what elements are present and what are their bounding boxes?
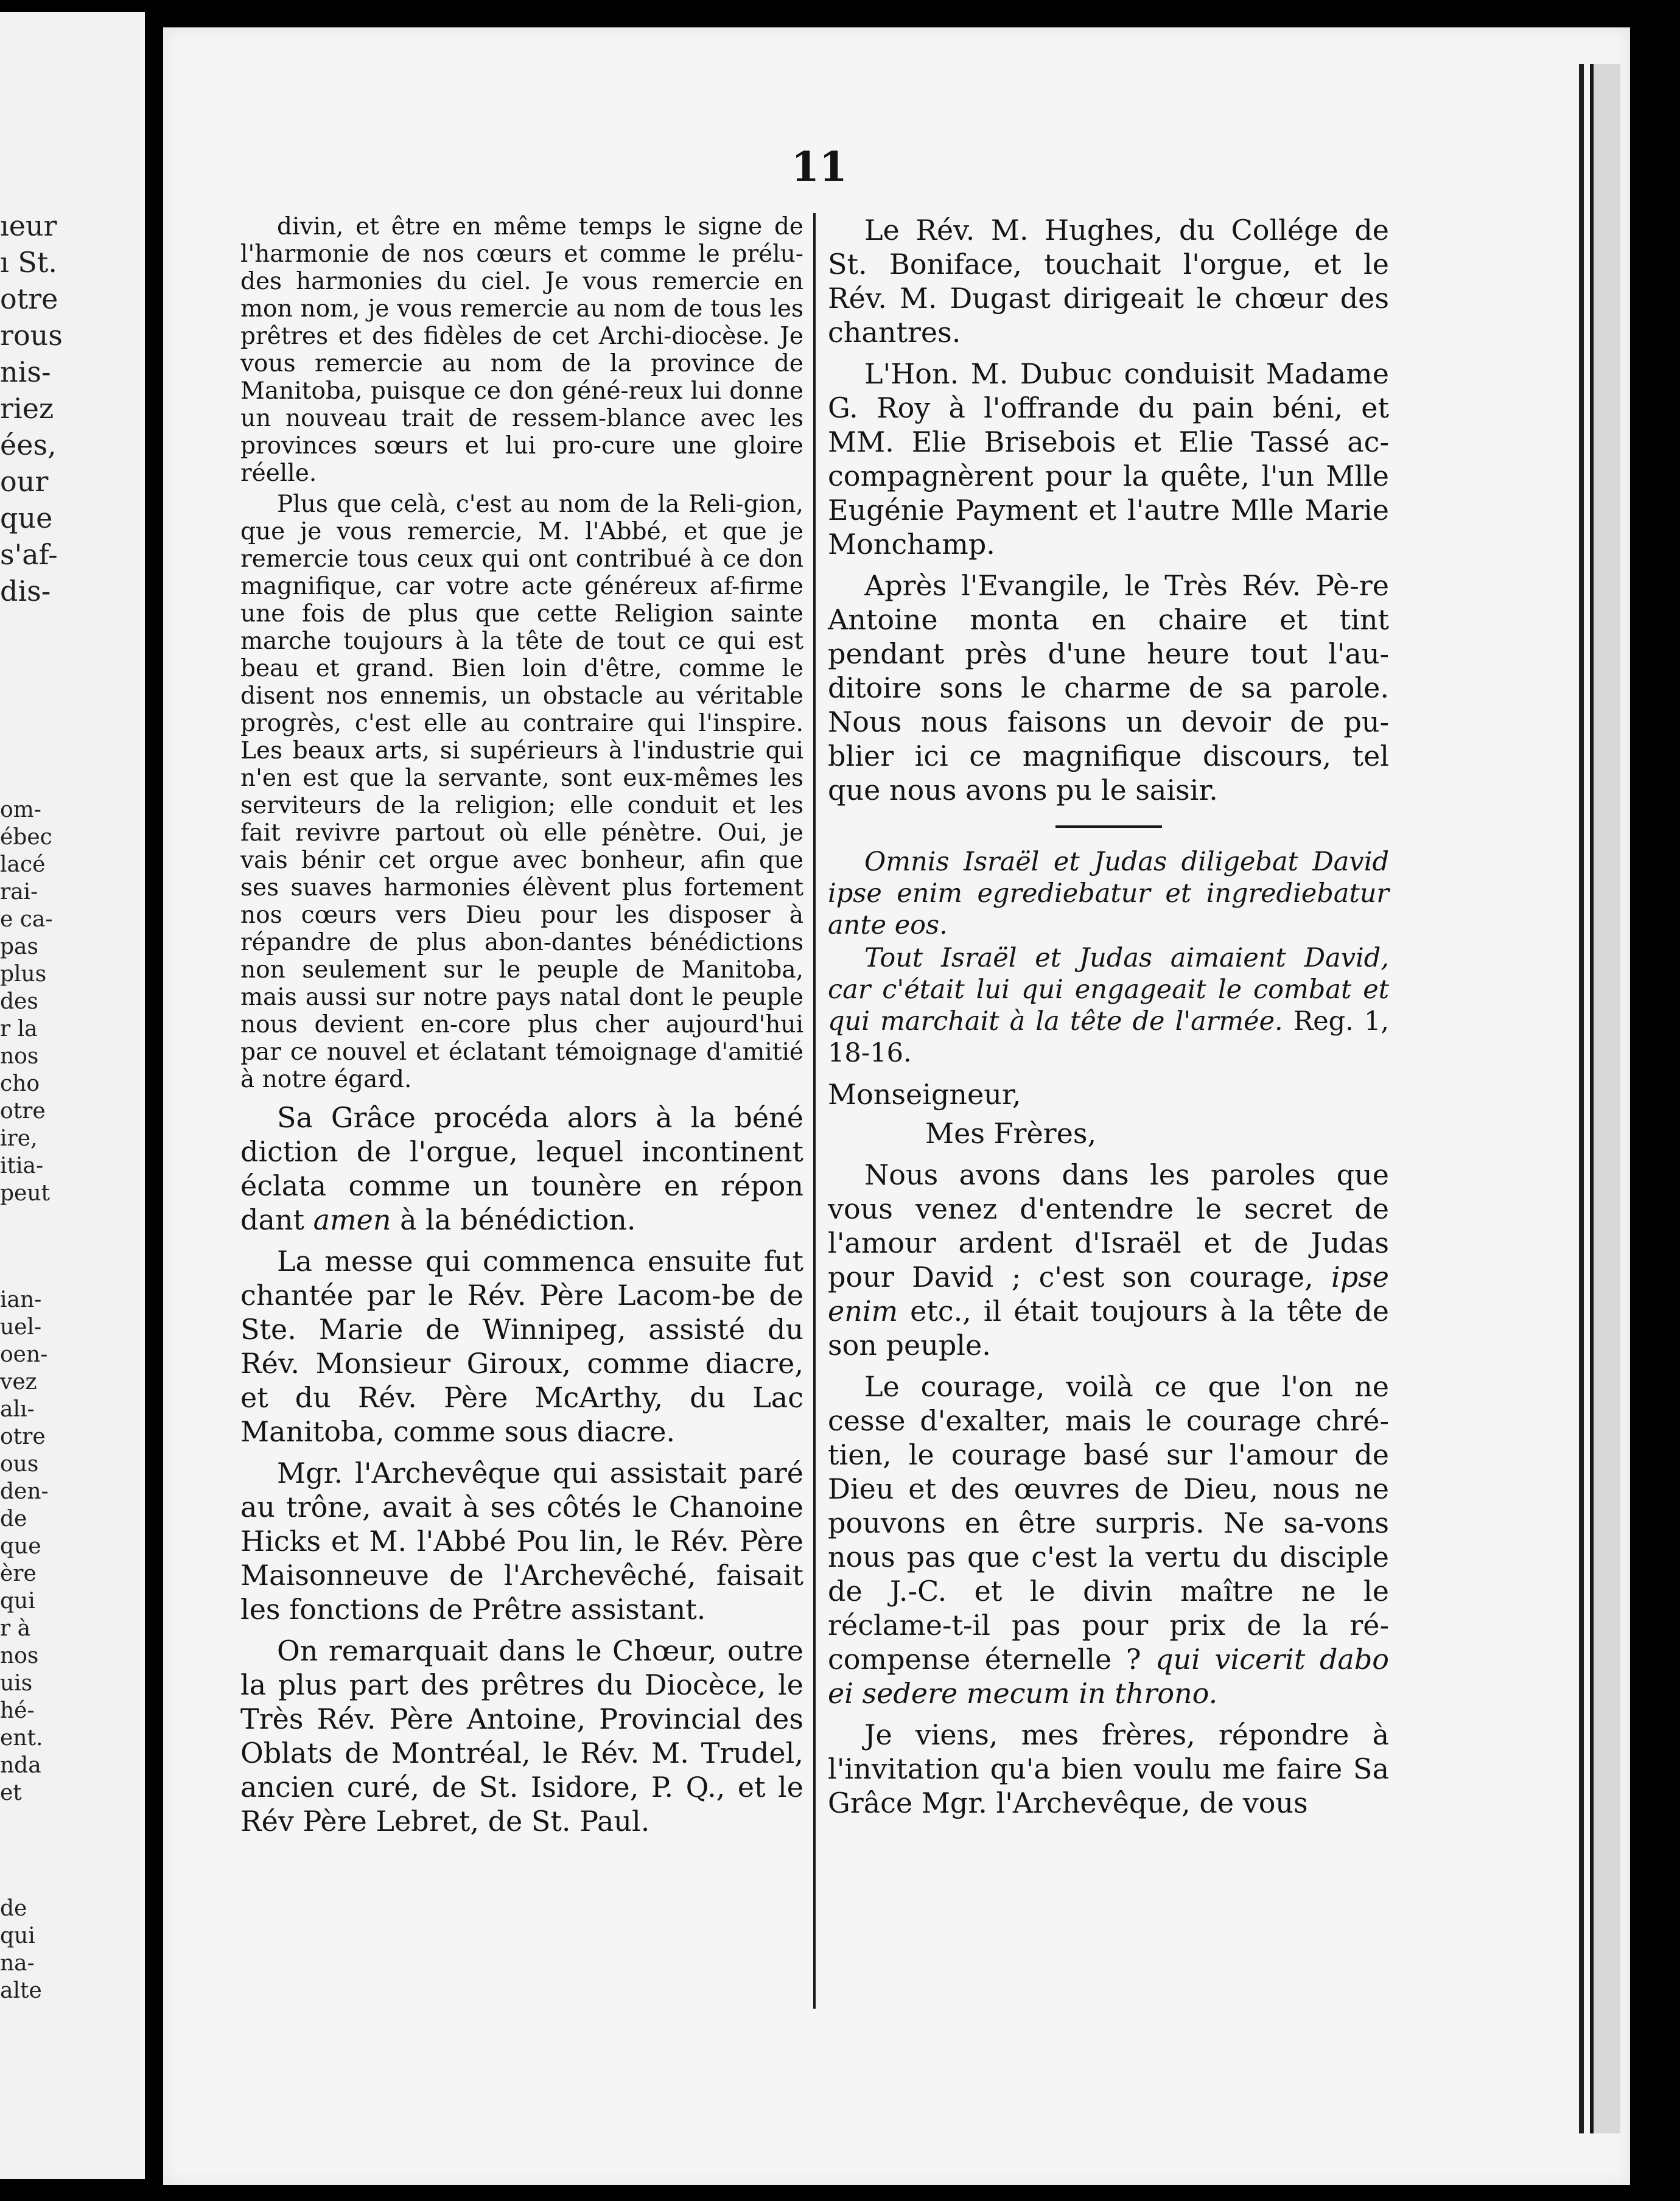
previous-page-text-fragment: ébec bbox=[0, 825, 52, 850]
previous-page-text-fragment: qui bbox=[0, 1589, 35, 1614]
scripture-reference: Reg. 1, 18-16. bbox=[828, 1006, 1389, 1068]
previous-page-text-fragment: ıeur bbox=[0, 209, 57, 242]
previous-page-text-fragment: de bbox=[0, 1896, 27, 1921]
latin-epigraph: Omnis Israël et Judas diligebat David ipse enim egrediebatur et ingrediebatur ante eos. bbox=[828, 847, 1389, 940]
left-column bbox=[240, 213, 803, 1838]
salutation-freres: Mes Frères, bbox=[925, 1117, 1097, 1150]
book-gutter bbox=[145, 0, 163, 2201]
paragraph-archeveque: Mgr. l'Archevêque qui assistait paré au trône, avait à ses côtés le Chanoine Hicks et M. l'Abbé Pou lin, le Rév. Père Maisonneuve de l'Archevêché, faisait les fonctions de Prêtre assistant. bbox=[240, 1457, 803, 1626]
previous-page-text-fragment: riez bbox=[0, 392, 54, 425]
previous-page-text-fragment: rous bbox=[0, 319, 63, 352]
previous-page-text-fragment: hé- bbox=[0, 1698, 35, 1723]
previous-page-text-fragment: peut bbox=[0, 1181, 51, 1206]
previous-page-text-fragment: e ca- bbox=[0, 907, 53, 932]
previous-page-text-fragment: oen- bbox=[0, 1342, 48, 1367]
french-epigraph: Tout Israël et Judas aimaient David, car c'était lui qui engageait le combat et qui marchait à la tête de l'armée. Reg. 1, 18-16. bbox=[828, 943, 1389, 1068]
speech-excerpt bbox=[240, 213, 803, 1093]
previous-page-text-fragment: ı St. bbox=[0, 246, 57, 279]
previous-page-text-fragment: r la bbox=[0, 1017, 38, 1041]
previous-page-text-fragment: om- bbox=[0, 797, 41, 822]
previous-page-text-fragment: den- bbox=[0, 1479, 49, 1504]
previous-page-text-fragment: dis- bbox=[0, 575, 51, 607]
previous-page-text-fragment: uel- bbox=[0, 1315, 42, 1340]
previous-page-text-fragment: r à bbox=[0, 1616, 31, 1641]
previous-page-text-fragment: our bbox=[0, 465, 49, 498]
previous-page-text-fragment: ire, bbox=[0, 1126, 38, 1151]
previous-page-text-fragment: nda bbox=[0, 1753, 41, 1778]
previous-page-text-fragment: ous bbox=[0, 1452, 39, 1477]
paragraph-offrande: L'Hon. M. Dubuc conduisit Madame G. Roy à l'offrande du pain béni, et MM. Elie Brisebois et Elie Tassé ac-compagnèrent pour la quête, l'un Mlle Eugénie Payment et l'autre Mlle Marie Monchamp. bbox=[828, 357, 1389, 561]
right-column bbox=[828, 213, 1389, 1820]
column-rule bbox=[813, 213, 816, 2009]
speech-paragraph: Plus que celà, c'est au nom de la Reli-gion, que je vous remercie, M. l'Abbé, et que je remercie tous ceux qui ont contribué à ce don magnifique, car votre acte généreux af-firme une fois de plus que cette Religion sainte marche toujours à la tête de tout ce qui est beau et grand. Bien loin d'être, comme le disent nos ennemis, un obstacle au véritable progrès, c'est elle au contraire qui l'inspire. Les beaux arts, si supérieurs à l'industrie qui n'en est que la servante, sont eux-mêmes les serviteurs de la religion; elle conduit et les fait revivre partout où elle pénètre. Oui, je vais bénir cet orgue avec bonheur, afin que ses suaves harmonies élèvent plus fortement nos cœurs vers Dieu pour les disposer à répandre de plus abon-dantes bénédictions non seulement sur le peuple de Manitoba, mais aussi sur notre pays natal dont le peuple nous devient en-core plus cher aujourd'hui par ce nouvel et éclatant témoignage d'amitié à notre égard. bbox=[240, 491, 803, 1093]
previous-page-text-fragment: s'af- bbox=[0, 538, 58, 571]
salutation-monseigneur: Monseigneur, bbox=[828, 1078, 1021, 1111]
previous-page-text-fragment: cho bbox=[0, 1071, 40, 1096]
previous-page-text-fragment: qui bbox=[0, 1923, 35, 1948]
paragraph-choeur: On remarquait dans le Chœur, outre la plus part des prêtres du Diocèce, le Très Rév. Père Antoine, Provincial des Oblats de Montréal, le Rév. M. Trudel, ancien curé, de St. Isidore, P. Q., et le Rév Père Lebret, de St. Paul. bbox=[240, 1634, 803, 1838]
previous-page-text-fragment: uis bbox=[0, 1671, 33, 1696]
previous-page-text-fragment: otre bbox=[0, 1424, 46, 1449]
previous-page-text-fragment: ent. bbox=[0, 1726, 43, 1751]
previous-page-text-fragment: otre bbox=[0, 282, 58, 315]
page-number: 11 bbox=[791, 143, 847, 191]
previous-page-text-fragment: de bbox=[0, 1506, 27, 1531]
page-stack-edge bbox=[1590, 64, 1620, 2133]
previous-page-text-fragment: des bbox=[0, 989, 38, 1014]
previous-page-text-fragment: et bbox=[0, 1780, 22, 1805]
speech-paragraph: divin, et être en même temps le signe de l'harmonie de nos cœurs et comme le prélu-des harmonies du ciel. Je vous remercie en mon nom, je vous remercie au nom de tous les prêtres et des fidèles de cet Archi-diocèse. Je vous remercie au nom de la province de Manitoba, puisque ce don géné-reux lui donne un nouveau trait de ressem-blance avec les provinces sœurs et lui pro-cure une gloire réelle. bbox=[240, 213, 803, 487]
previous-page-text-fragment: otre bbox=[0, 1099, 46, 1124]
paragraph-sermon-3: Je viens, mes frères, répondre à l'invitation qu'a bien voulu me faire Sa Grâce Mgr. l'Archevêque, de vous bbox=[828, 1718, 1389, 1819]
previous-page-text-fragment: alte bbox=[0, 1978, 42, 2003]
paragraph-evangile: Après l'Evangile, le Très Rév. Pè-re Antoine monta en chaire et tint pendant près d'une heure tout l'au-ditoire sons le charme de sa parole. Nous nous faisons un devoir de pu-blier ici ce magnifique discours, tel que nous avons pu le saisir. bbox=[828, 569, 1389, 807]
previous-page-text-fragment: plus bbox=[0, 962, 47, 987]
paragraph-sermon-2: Le courage, voilà ce que l'on ne cesse d'exalter, mais le courage chré-tien, le courage basé sur l'amour de Dieu et des œuvres de Dieu, nous ne pouvons en être surpris. Ne sa-vons nous pas que c'est la vertu du disciple de J.-C. et le divin maître ne le réclame-t-il pas pour prix de la ré-compense éternelle ? qui vicerit dabo ei sedere mecum in throno. bbox=[828, 1370, 1389, 1710]
previous-page-text-fragment: rai- bbox=[0, 880, 38, 905]
previous-page-text-fragment: nos bbox=[0, 1044, 39, 1069]
section-separator bbox=[1055, 825, 1162, 828]
previous-page-text-fragment: nos bbox=[0, 1643, 39, 1668]
previous-page-text-fragment: lacé bbox=[0, 852, 46, 877]
paragraph-messe: La messe qui commenca ensuite fut chantée par le Rév. Père Lacom-be de Ste. Marie de Winnipeg, assisté du Rév. Monsieur Giroux, comme diacre, et du Rév. Père McArthy, du Lac Manitoba, comme sous diacre. bbox=[240, 1245, 803, 1448]
previous-page-text-fragment: pas bbox=[0, 934, 38, 959]
previous-page-text-fragment: ées, bbox=[0, 429, 57, 461]
paragraph-benediction: Sa Grâce procéda alors à la béné diction de l'orgue, lequel incontinent éclata comme un tounère en répon dant amen à la bénédiction. bbox=[240, 1101, 803, 1236]
page-stack-line bbox=[1579, 64, 1584, 2133]
previous-page-text-fragment: nis- bbox=[0, 355, 51, 388]
paragraph-orgue: Le Rév. M. Hughes, du Collége de St. Boniface, touchait l'orgue, et le Rév. M. Dugast dirigeait le chœur des chantres. bbox=[828, 214, 1389, 349]
previous-page-text-fragment: que bbox=[0, 502, 53, 534]
previous-page-edge bbox=[0, 12, 145, 2179]
previous-page-text-fragment: que bbox=[0, 1534, 41, 1559]
previous-page-text-fragment: vez bbox=[0, 1370, 37, 1394]
paragraph-sermon-1: Nous avons dans les paroles que vous venez d'entendre le secret de l'amour ardent d'Israël et de Judas pour David ; c'est son courage, ipse enim etc., il était toujours à la tête de son peuple. bbox=[828, 1158, 1389, 1362]
previous-page-text-fragment: alı- bbox=[0, 1397, 35, 1422]
previous-page-text-fragment: ian- bbox=[0, 1287, 42, 1312]
previous-page-text-fragment: ère bbox=[0, 1561, 37, 1586]
previous-page-text-fragment: na- bbox=[0, 1951, 35, 1976]
previous-page-text-fragment: itia- bbox=[0, 1153, 44, 1178]
